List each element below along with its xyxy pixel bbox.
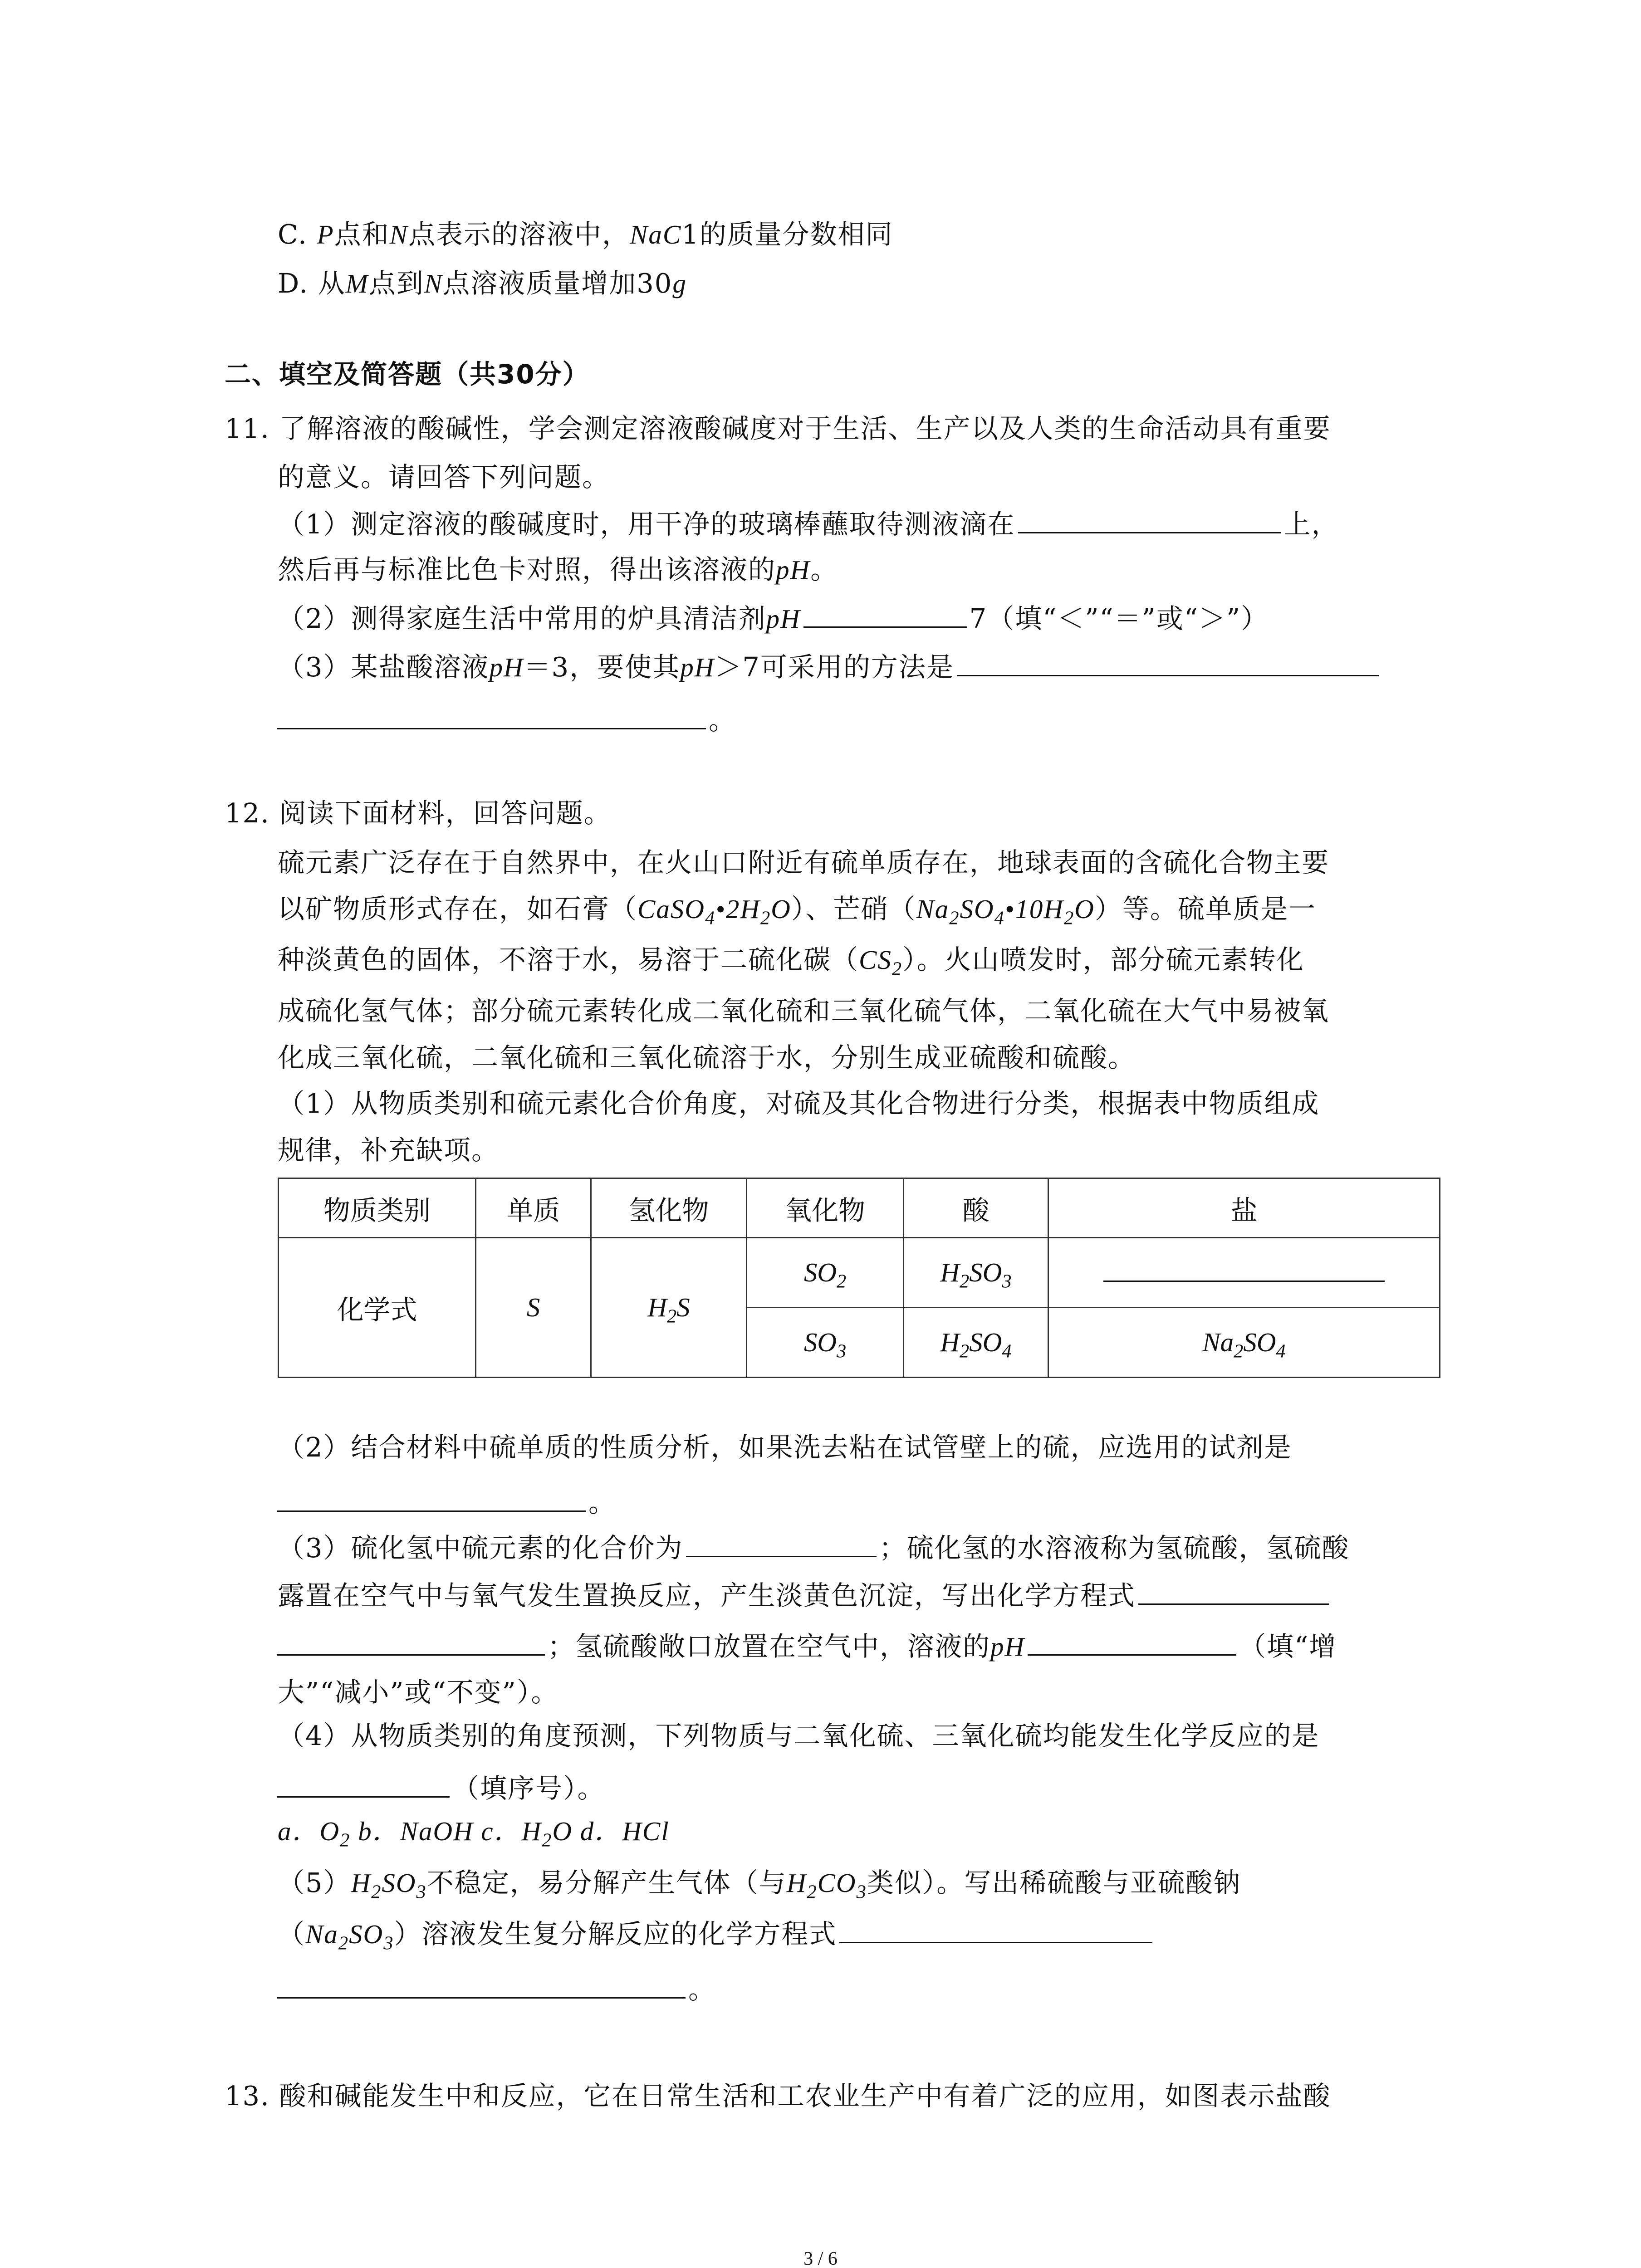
cell-salt-2: $Na_2SO_4$ [1048, 1308, 1440, 1378]
q12-part3-line2: 露置在空气中与氧气发生置换反应，产生淡黄色沉淀，写出化学方程式 [278, 1582, 1332, 1609]
q12-part5-line3: 。 [274, 1976, 716, 2003]
page-number: 3 / 6 [803, 2248, 838, 2268]
answer-blank[interactable] [1018, 532, 1281, 533]
q11-stem-line2: 的意义。请回答下列问题。 [278, 461, 610, 493]
answer-blank[interactable] [277, 728, 706, 729]
answer-blank[interactable] [1028, 1654, 1236, 1656]
q12-part1-line2: 规律，补充缺项。 [278, 1134, 500, 1166]
answer-blank[interactable] [957, 675, 1379, 676]
cell-oxide-1: $SO_2$ [747, 1238, 904, 1308]
q12-part3-line4: 大”“减小”或“不变”）。 [278, 1677, 559, 1708]
cell-oxide-2: $SO_3$ [747, 1308, 904, 1378]
q12-stem: 12. 阅读下面材料，回答问题。 [225, 797, 612, 829]
q12-part5-line2: $(Na_2SO_3)$溶液发生复分解反应的化学方程式 [278, 1921, 1155, 1948]
cell-acid-1: $H_2SO_3$ [904, 1238, 1048, 1308]
q11-part3-line2: 。 [274, 707, 736, 733]
q12-part3-line3: ；氢硫酸敞口放置在空气中，溶液的pH （填“增 [274, 1633, 1337, 1660]
answer-blank[interactable] [277, 1510, 586, 1512]
q12-part4-line2: （填序号）。 [274, 1775, 605, 1802]
q12-material-line2: 以矿物质形式存在，如石膏$(CaSO_4•2H_2O)$、芒硝$(Na_2SO_4•10H_2O)$等。硫单质是一 [278, 893, 1316, 929]
cell-salt-blank[interactable] [1048, 1238, 1440, 1308]
q12-part2-line2: 。 [274, 1489, 616, 1516]
q13-stem: 13. 酸和碱能发生中和反应，它在日常生活和工农业生产中有着广泛的应用，如图表示盐酸 [225, 2080, 1331, 2112]
q12-material-line4: 成硫化氢气体；部分硫元素转化成二氧化硫和三氧化硫气体，二氧化硫在大气中易被氧 [278, 995, 1330, 1026]
q12-part4-line1: （4）从物质类别的角度预测，下列物质与二氧化硫、三氧化硫均能发生化学反应的是 [278, 1720, 1320, 1751]
q11-stem-line1: 11. 了解溶液的酸碱性，学会测定溶液酸碱度对于生活、生产以及人类的生命活动具有重要 [225, 413, 1331, 444]
option-d: D. 从M点到N点溶液质量增加30g [278, 268, 687, 299]
q12-part4-options: a．$O_2$ b．NaOH c．$H_2O$ d．HCl [278, 1816, 670, 1851]
q12-material-line5: 化成三氧化硫，二氧化硫和三氧化硫溶于水，分别生成亚硫酸和硫酸。 [278, 1042, 1136, 1073]
q12-part5-line1: $(5)H_2SO_3$不稳定，易分解产生气体（与$H_2CO_3$类似）。写出稀硫酸与亚硫酸钠 [278, 1867, 1241, 1903]
q11-part2: （2）测得家庭生活中常用的炉具清洁剂pH 7（填“＜”“＝”或“＞”） [278, 603, 1269, 634]
cell-hydride: $H_2S$ [591, 1238, 747, 1378]
header-simple: 单质 [476, 1178, 591, 1238]
row-label: 化学式 [279, 1238, 476, 1378]
classification-table [278, 1178, 1440, 1378]
q11-part1: （1）测定溶液的酸碱度时，用干净的玻璃棒蘸取待测液滴在 上， [278, 508, 1339, 540]
q11-part3: （3）某盐酸溶液pH＝3，要使其pH＞7可采用的方法是 [278, 654, 1381, 681]
q12-material-line3: 种淡黄色的固体，不溶于水，易溶于二硫化碳$(CS_2)$。火山喷发时，部分硫元素转化 [278, 944, 1304, 980]
answer-blank[interactable] [686, 1555, 877, 1557]
option-c: C. P点和N点表示的溶液中，NaC1的质量分数相同 [278, 219, 893, 250]
answer-blank[interactable] [1138, 1603, 1329, 1605]
header-category: 物质类别 [279, 1178, 476, 1238]
q12-part1-line1: （1）从物质类别和硫元素化合价角度，对硫及其化合物进行分类，根据表中物质组成 [278, 1088, 1320, 1119]
cell-simple: S [476, 1238, 591, 1378]
header-hydride: 氢化物 [591, 1178, 747, 1238]
q12-material-line1: 硫元素广泛存在于自然界中，在火山口附近有硫单质存在，地球表面的含硫化合物主要 [278, 847, 1330, 878]
answer-blank[interactable] [277, 1796, 450, 1798]
cell-acid-2: $H_2SO_4$ [904, 1308, 1048, 1378]
q12-part2: （2）结合材料中硫单质的性质分析，如果洗去粘在试管壁上的硫，应选用的试剂是 [278, 1432, 1292, 1463]
q12-part3-line1: （3）硫化氢中硫元素的化合价为 ；硫化氢的水溶液称为氢硫酸，氢硫酸 [278, 1532, 1350, 1564]
answer-blank[interactable] [839, 1941, 1152, 1943]
q11-part1-line2: 然后再与标准比色卡对照，得出该溶液的pH。 [278, 554, 838, 585]
header-salt: 盐 [1048, 1178, 1440, 1238]
header-acid: 酸 [904, 1178, 1048, 1238]
answer-blank[interactable] [803, 626, 967, 628]
answer-blank[interactable] [277, 1997, 686, 1999]
header-oxide: 氧化物 [747, 1178, 904, 1238]
answer-blank[interactable] [277, 1654, 545, 1656]
section-title: 二、填空及简答题（共30分） [225, 359, 590, 390]
